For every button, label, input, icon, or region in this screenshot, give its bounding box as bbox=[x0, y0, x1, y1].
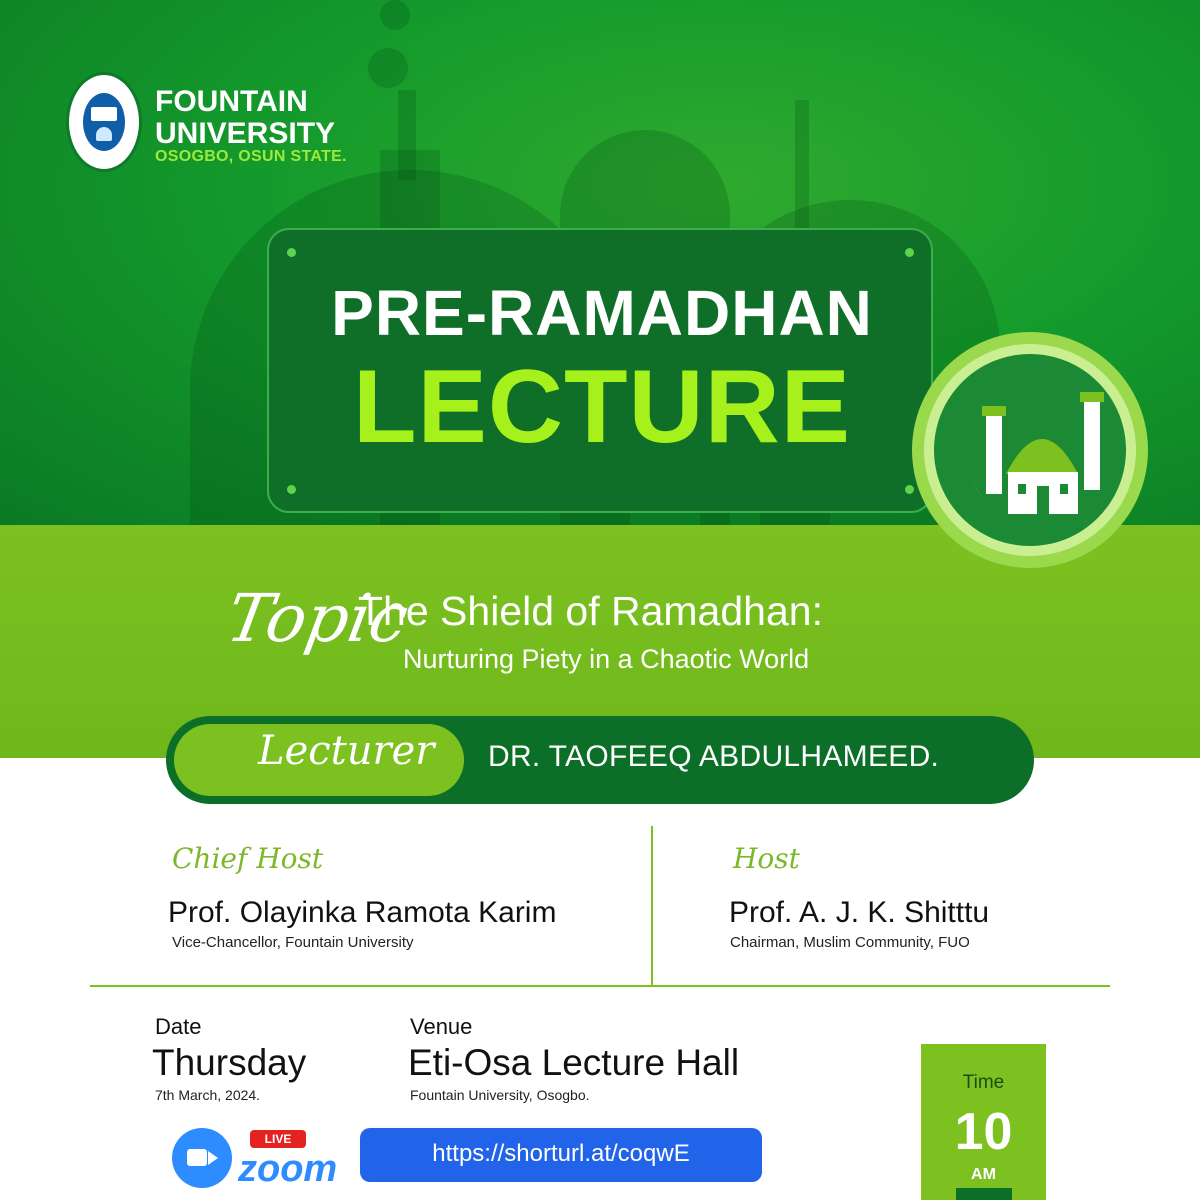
venue-label: Venue bbox=[410, 1014, 473, 1039]
title-line2: LECTURE bbox=[352, 349, 852, 465]
section-divider bbox=[90, 985, 1110, 987]
host-divider bbox=[651, 826, 653, 986]
topic-subtitle: Nurturing Piety in a Chaotic World bbox=[403, 644, 810, 674]
host-role: Chairman, Muslim Community, FUO bbox=[730, 934, 970, 951]
title-line1: PRE-RAMADHAN bbox=[331, 277, 873, 349]
live-badge: LIVE bbox=[250, 1130, 306, 1148]
chief-host-name: Prof. Olayinka Ramota Karim bbox=[168, 896, 557, 929]
time-strip bbox=[956, 1188, 1012, 1200]
zoom-camera-icon[interactable] bbox=[172, 1128, 232, 1188]
host-label: Host bbox=[733, 842, 800, 875]
lecturer-label: Lecturer bbox=[258, 728, 435, 774]
host-name: Prof. A. J. K. Shitttu bbox=[729, 896, 990, 929]
date-full: 7th March, 2024. bbox=[155, 1087, 261, 1103]
zoom-logo-text: zoom bbox=[238, 1148, 338, 1190]
title-box bbox=[267, 228, 933, 513]
time-ampm: AM bbox=[971, 1166, 996, 1183]
time-label: Time bbox=[962, 1072, 1005, 1093]
venue-name: Eti-Osa Lecture Hall bbox=[408, 1042, 740, 1083]
university-name-line2: UNIVERSITY bbox=[155, 117, 336, 150]
topic-script-label: Topic bbox=[221, 580, 414, 657]
star-icon bbox=[380, 0, 410, 30]
date-label: Date bbox=[155, 1014, 202, 1039]
date-day: Thursday bbox=[152, 1042, 307, 1083]
university-name bbox=[155, 86, 335, 150]
university-logo bbox=[66, 72, 142, 172]
mosque-crescent-icon bbox=[934, 354, 1126, 546]
venue-sub: Fountain University, Osogbo. bbox=[410, 1087, 590, 1103]
zoom-link[interactable]: https://shorturl.at/coqwE bbox=[432, 1140, 690, 1167]
time-value: 10 bbox=[954, 1103, 1013, 1161]
university-location: OSOGBO, OSUN STATE. bbox=[155, 148, 347, 165]
university-name-line1: FOUNTAIN bbox=[155, 85, 308, 118]
chief-host-role: Vice-Chancellor, Fountain University bbox=[172, 934, 414, 951]
time-box bbox=[921, 1044, 1046, 1200]
crescent-icon bbox=[368, 48, 408, 88]
lecturer-name: DR. TAOFEEQ ABDULHAMEED. bbox=[488, 740, 940, 773]
topic-title: The Shield of Ramadhan: bbox=[358, 588, 823, 634]
chief-host-label: Chief Host bbox=[172, 842, 324, 875]
